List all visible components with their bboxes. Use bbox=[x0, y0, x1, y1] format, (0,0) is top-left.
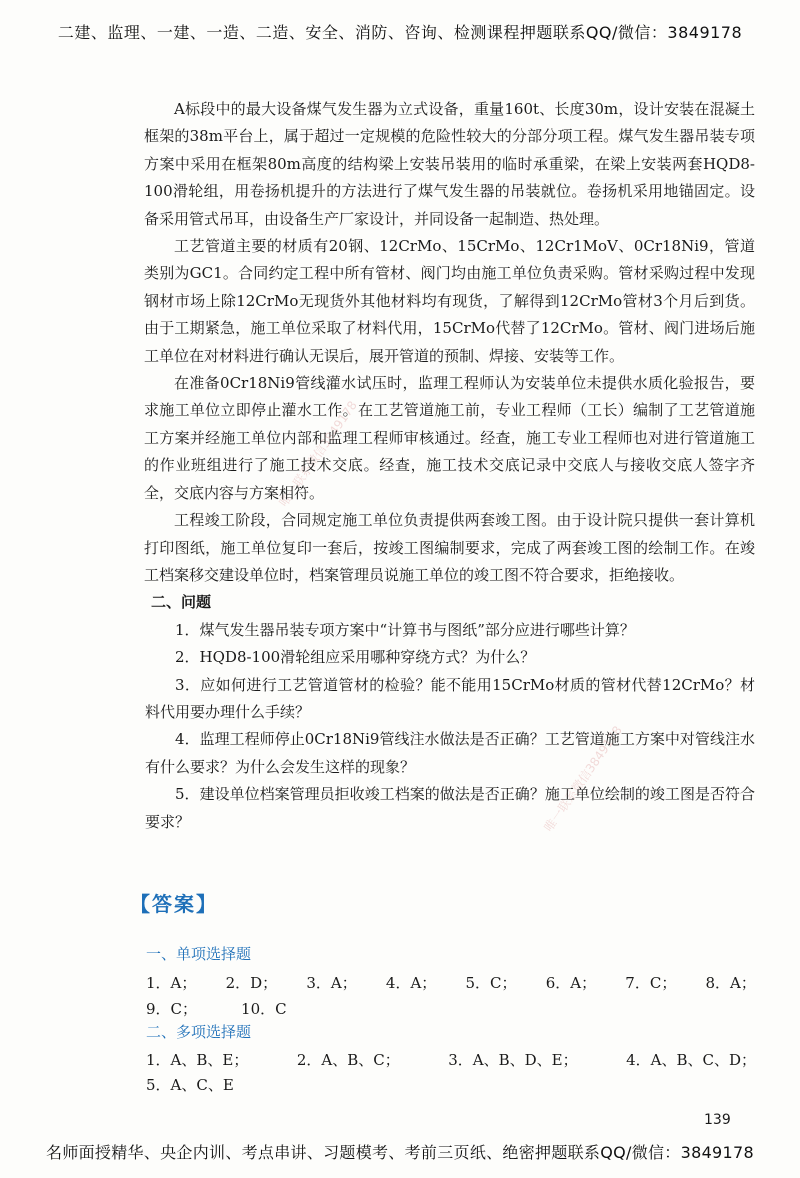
multi-choice-row-1 bbox=[146, 1049, 756, 1070]
answer-item: 5．A、C、E bbox=[146, 1076, 234, 1094]
answer-item: 3．A； bbox=[306, 974, 357, 992]
single-choice-row-1 bbox=[146, 972, 756, 993]
case-paragraph-3: 在准备0Cr18Ni9管线灌水试压时，监理工程师认为安装单位未提供水质化验报告，要求施工单位立即停止灌水工作。在工艺管道施工前，专业工程师（工长）编制了工艺管道施工方案并经施工单位内部和监理工程师审核通过。经查，施工专业工程师也对进行管道施工的作业班组进行了施工技术交底。经查，施工技术交底记录中交底人与接收交底人签字齐全，交底内容与方案相符。 bbox=[144, 374, 755, 502]
page-number: 139 bbox=[704, 1112, 731, 1128]
answer-item: 1．A； bbox=[146, 974, 197, 992]
answer-item: 4．A、B、C、D； bbox=[626, 1051, 756, 1069]
question-5: 5．建设单位档案管理员拒收竣工档案的做法是否正确？施工单位绘制的竣工图是否符合要求？ bbox=[145, 785, 755, 831]
multi-choice-title: 二、多项选择题 bbox=[146, 1023, 252, 1041]
case-content bbox=[145, 96, 755, 836]
answer-item: 4．A； bbox=[385, 974, 437, 992]
questions-title: 二、问题 bbox=[151, 593, 212, 612]
page-footer: 名师面授精华、央企内训、考点串讲、习题模考、考前三页纸、绝密押题联系QQ/微信：3849178 bbox=[46, 1143, 754, 1162]
page-header: 二建、监理、一建、一造、二造、安全、消防、咨询、检测课程押题联系QQ/微信：3849178 bbox=[57, 23, 743, 42]
answer-item: 6．A； bbox=[545, 974, 597, 992]
answer-item: 2．A、B、C； bbox=[296, 1051, 400, 1069]
answer-heading: 【答案】 bbox=[130, 892, 218, 916]
single-choice-row-2 bbox=[146, 998, 331, 1019]
case-paragraph-1: A标段中的最大设备煤气发生器为立式设备，重量160t、长度30m，设计安装在混凝土框架的38m平台上，属于超过一定规模的危险性较大的分部分项工程。煤气发生器吊装专项方案中采用在框架80m高度的结构梁上安装吊装用的临时承重梁，在梁上安装两套HQD8-100滑轮组，用卷扬机提升的方法进行了煤气发生器的吊装就位。卷扬机采用地锚固定。设备采用管式吊耳，由设备生产厂家设计，并同设备一起制造、热处理。 bbox=[144, 100, 755, 228]
question-3: 3．应如何进行工艺管道管材的检验？能不能用15CrMo材质的管材代替12CrMo？材料代用要办理什么手续？ bbox=[145, 675, 755, 721]
case-paragraph-2: 工艺管道主要的材质有20钢、12CrMo、15CrMo、12Cr1MoV、0Cr18Ni9，管道类别为GC1。合同约定工程中所有管材、阀门均由施工单位负责采购。管材采购过程中发现钢材市场上除12CrMo无现货外其他材料均有现货，了解得到12CrMo管材3个月后到货。由于工期紧急，施工单位采取了材料代用，15CrMo代替了12CrMo。管材、阀门进场后施工单位在对材料进行确认无误后，展开管道的预制、焊接、安装等工作。 bbox=[144, 237, 755, 365]
watermark-2: 唯一联系微信3849178 bbox=[541, 723, 625, 835]
watermark: 唯一联系微信3849178 bbox=[276, 398, 360, 510]
case-paragraph-4: 工程竣工阶段，合同规定施工单位负责提供两套竣工图。由于设计院只提供一套计算机打印图纸，施工单位复印一套后，按竣工图编制要求，完成了两套竣工图的绘制工作。在竣工档案移交建设单位时，档案管理员说施工单位的竣工图不符合要求，拒绝接收。 bbox=[144, 511, 755, 584]
answer-item: 3．A、B、D、E； bbox=[448, 1051, 578, 1069]
question-4: 4．监理工程师停止0Cr18Ni9管线注水做法是否正确？工艺管道施工方案中对管线注水有什么要求？为什么会发生这样的现象？ bbox=[145, 730, 755, 776]
multi-choice-row-2 bbox=[146, 1074, 278, 1095]
question-1: 1．煤气发生器吊装专项方案中“计算书与图纸”部分应进行哪些计算？ bbox=[175, 620, 635, 639]
single-choice-title: 一、单项选择题 bbox=[146, 945, 252, 963]
question-2: 2．HQD8-100滑轮组应采用哪种穿绕方式？为什么？ bbox=[175, 648, 536, 667]
answer-item: 7．C； bbox=[625, 974, 677, 992]
answer-item: 10．C bbox=[241, 1000, 287, 1018]
answer-item: 9．C； bbox=[146, 1000, 198, 1018]
answer-item: 8．A； bbox=[705, 974, 756, 992]
answer-item: 2．D； bbox=[225, 974, 278, 992]
answer-item: 1．A、B、E； bbox=[146, 1051, 249, 1069]
answer-item: 5．C； bbox=[465, 974, 517, 992]
